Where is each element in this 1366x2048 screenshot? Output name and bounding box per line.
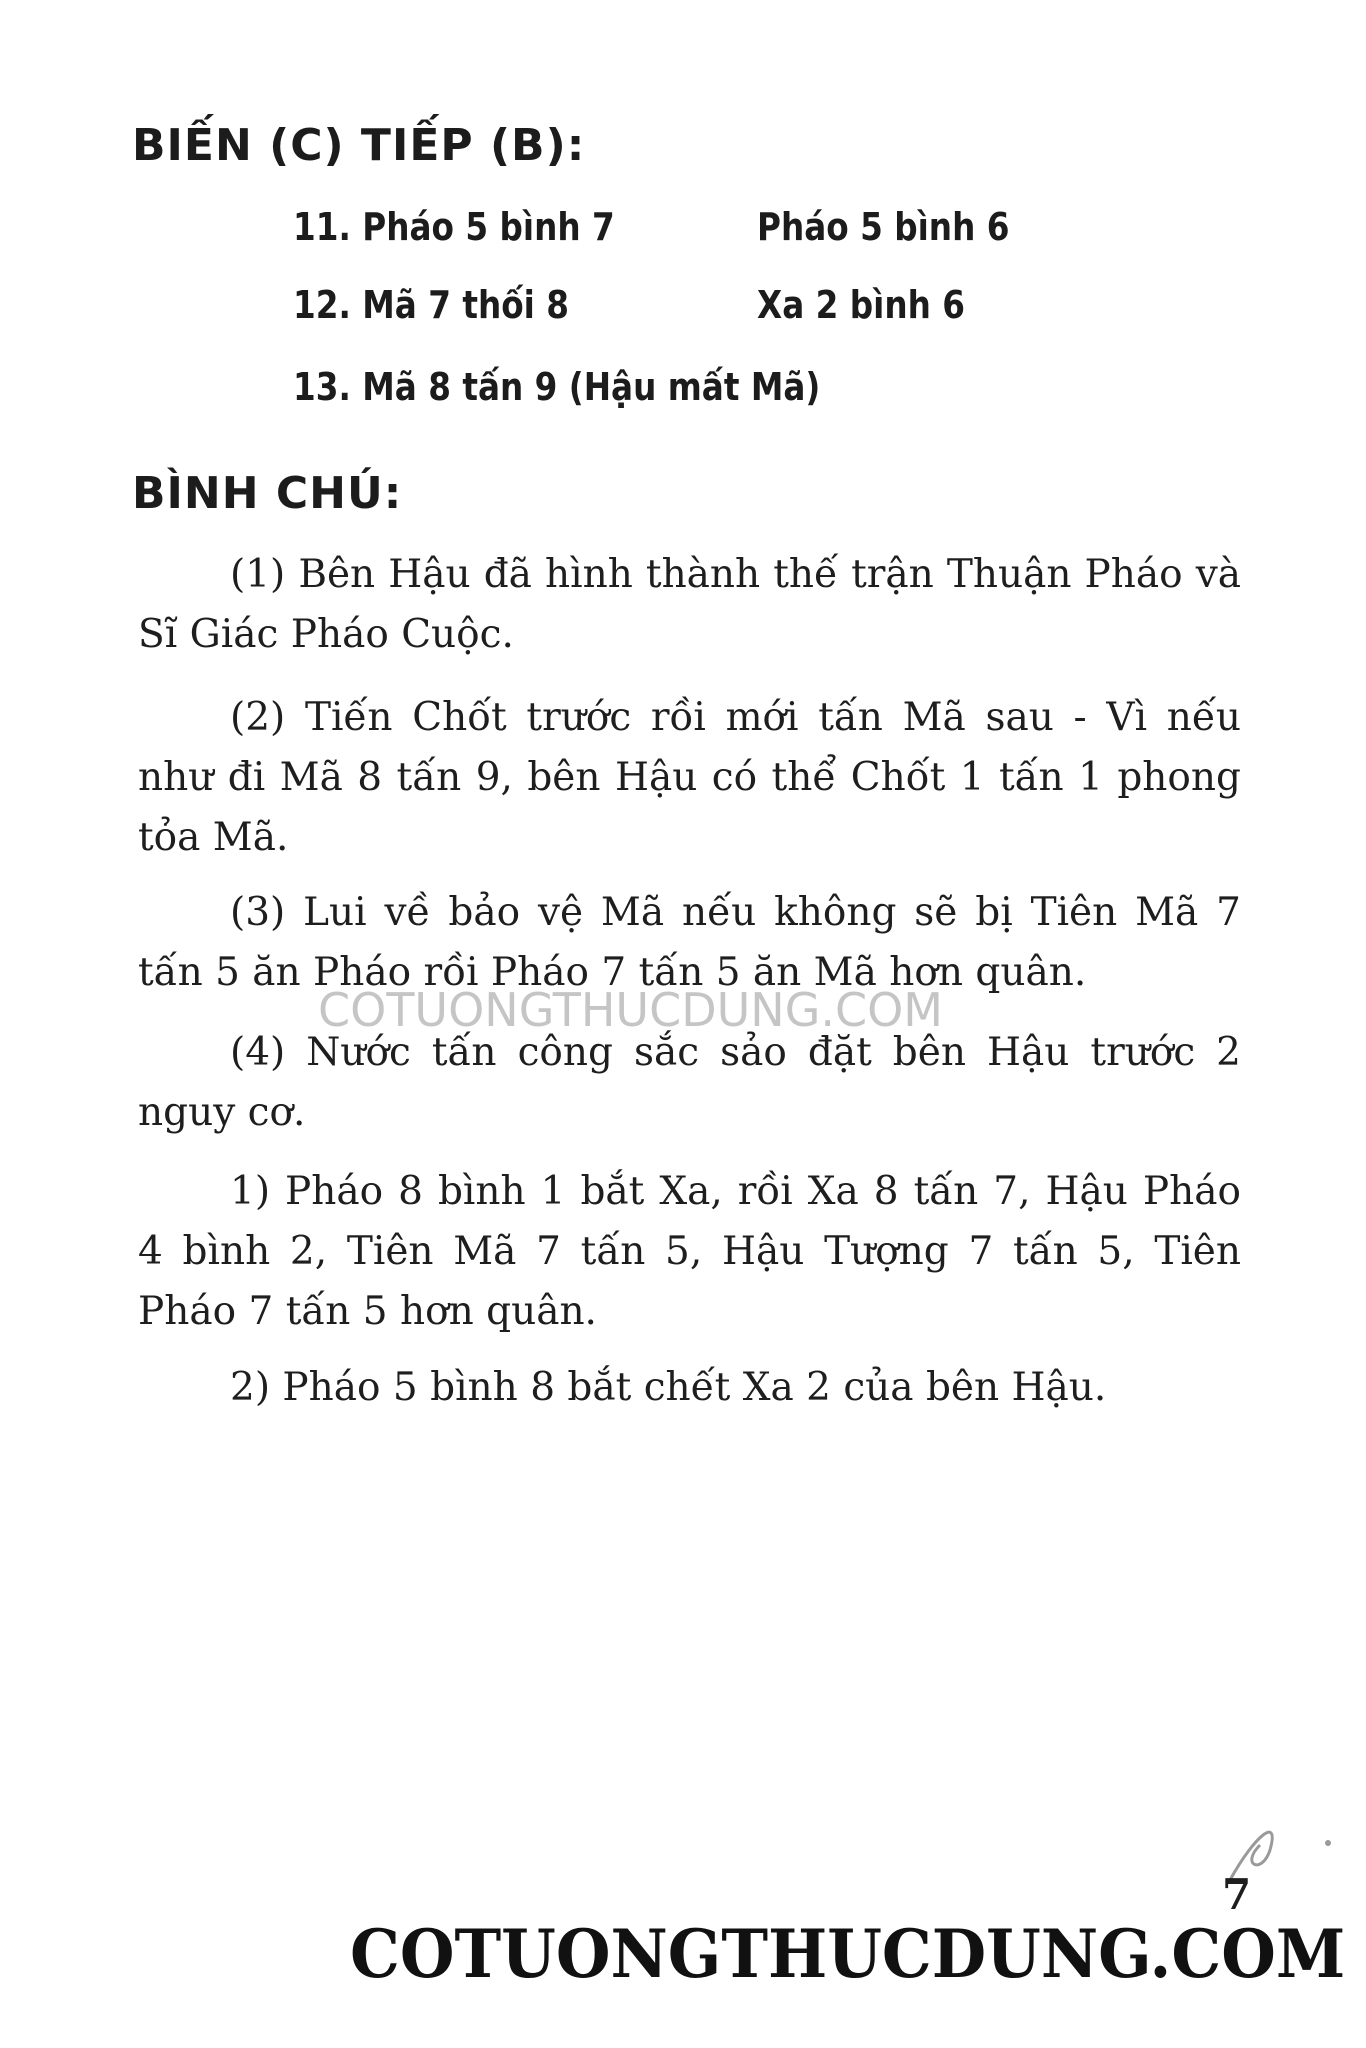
move-11-hau: Pháo 5 bình 6 [757, 205, 1010, 249]
note-2: (2) Tiến Chốt trước rồi mới tấn Mã sau - Vì nếu như đi Mã 8 tấn 9, bên Hậu có thể Chốt 1 tấn 1 phong tỏa Mã. [138, 695, 1241, 860]
footer-brand: COTUONGTHUCDUNG.COM [350, 1915, 1346, 1993]
note-4-case-2: 2) Pháo 5 bình 8 bắt chết Xa 2 của bên Hậu. [230, 1365, 1107, 1410]
watermark-text: COTUONGTHUCDUNG.COM [318, 983, 943, 1037]
note-4: (4) Nước tấn công sắc sảo đặt bên Hậu trước 2 nguy cơ. [138, 1030, 1241, 1135]
move-11-tien: 11. Pháo 5 bình 7 [293, 205, 615, 249]
page-number: 7 [1222, 1870, 1252, 1919]
move-12-hau: Xa 2 bình 6 [757, 283, 965, 327]
move-12-tien: 12. Mã 7 thối 8 [293, 283, 569, 327]
move-13-tien: 13. Mã 8 tấn 9 (Hậu mất Mã) [293, 365, 821, 409]
logo-dot [1325, 1840, 1331, 1846]
section-title: BIẾN (C) TIẾP (B): [132, 120, 586, 171]
note-1: (1) Bên Hậu đã hình thành thế trận Thuận Pháo và Sĩ Giác Pháo Cuộc. [138, 552, 1241, 657]
note-3: (3) Lui về bảo vệ Mã nếu không sẽ bị Tiên Mã 7 tấn 5 ăn Pháo rồi Pháo 7 tấn 5 ăn Mã hơn quân. [138, 890, 1241, 995]
note-4-case-1: 1) Pháo 8 bình 1 bắt Xa, rồi Xa 8 tấn 7, Hậu Pháo 4 bình 2, Tiên Mã 7 tấn 5, Hậu Tượng 7 tấn 5, Tiên Pháo 7 tấn 5 hơn quân. [138, 1169, 1241, 1334]
commentary-title: BÌNH CHÚ: [132, 468, 403, 519]
